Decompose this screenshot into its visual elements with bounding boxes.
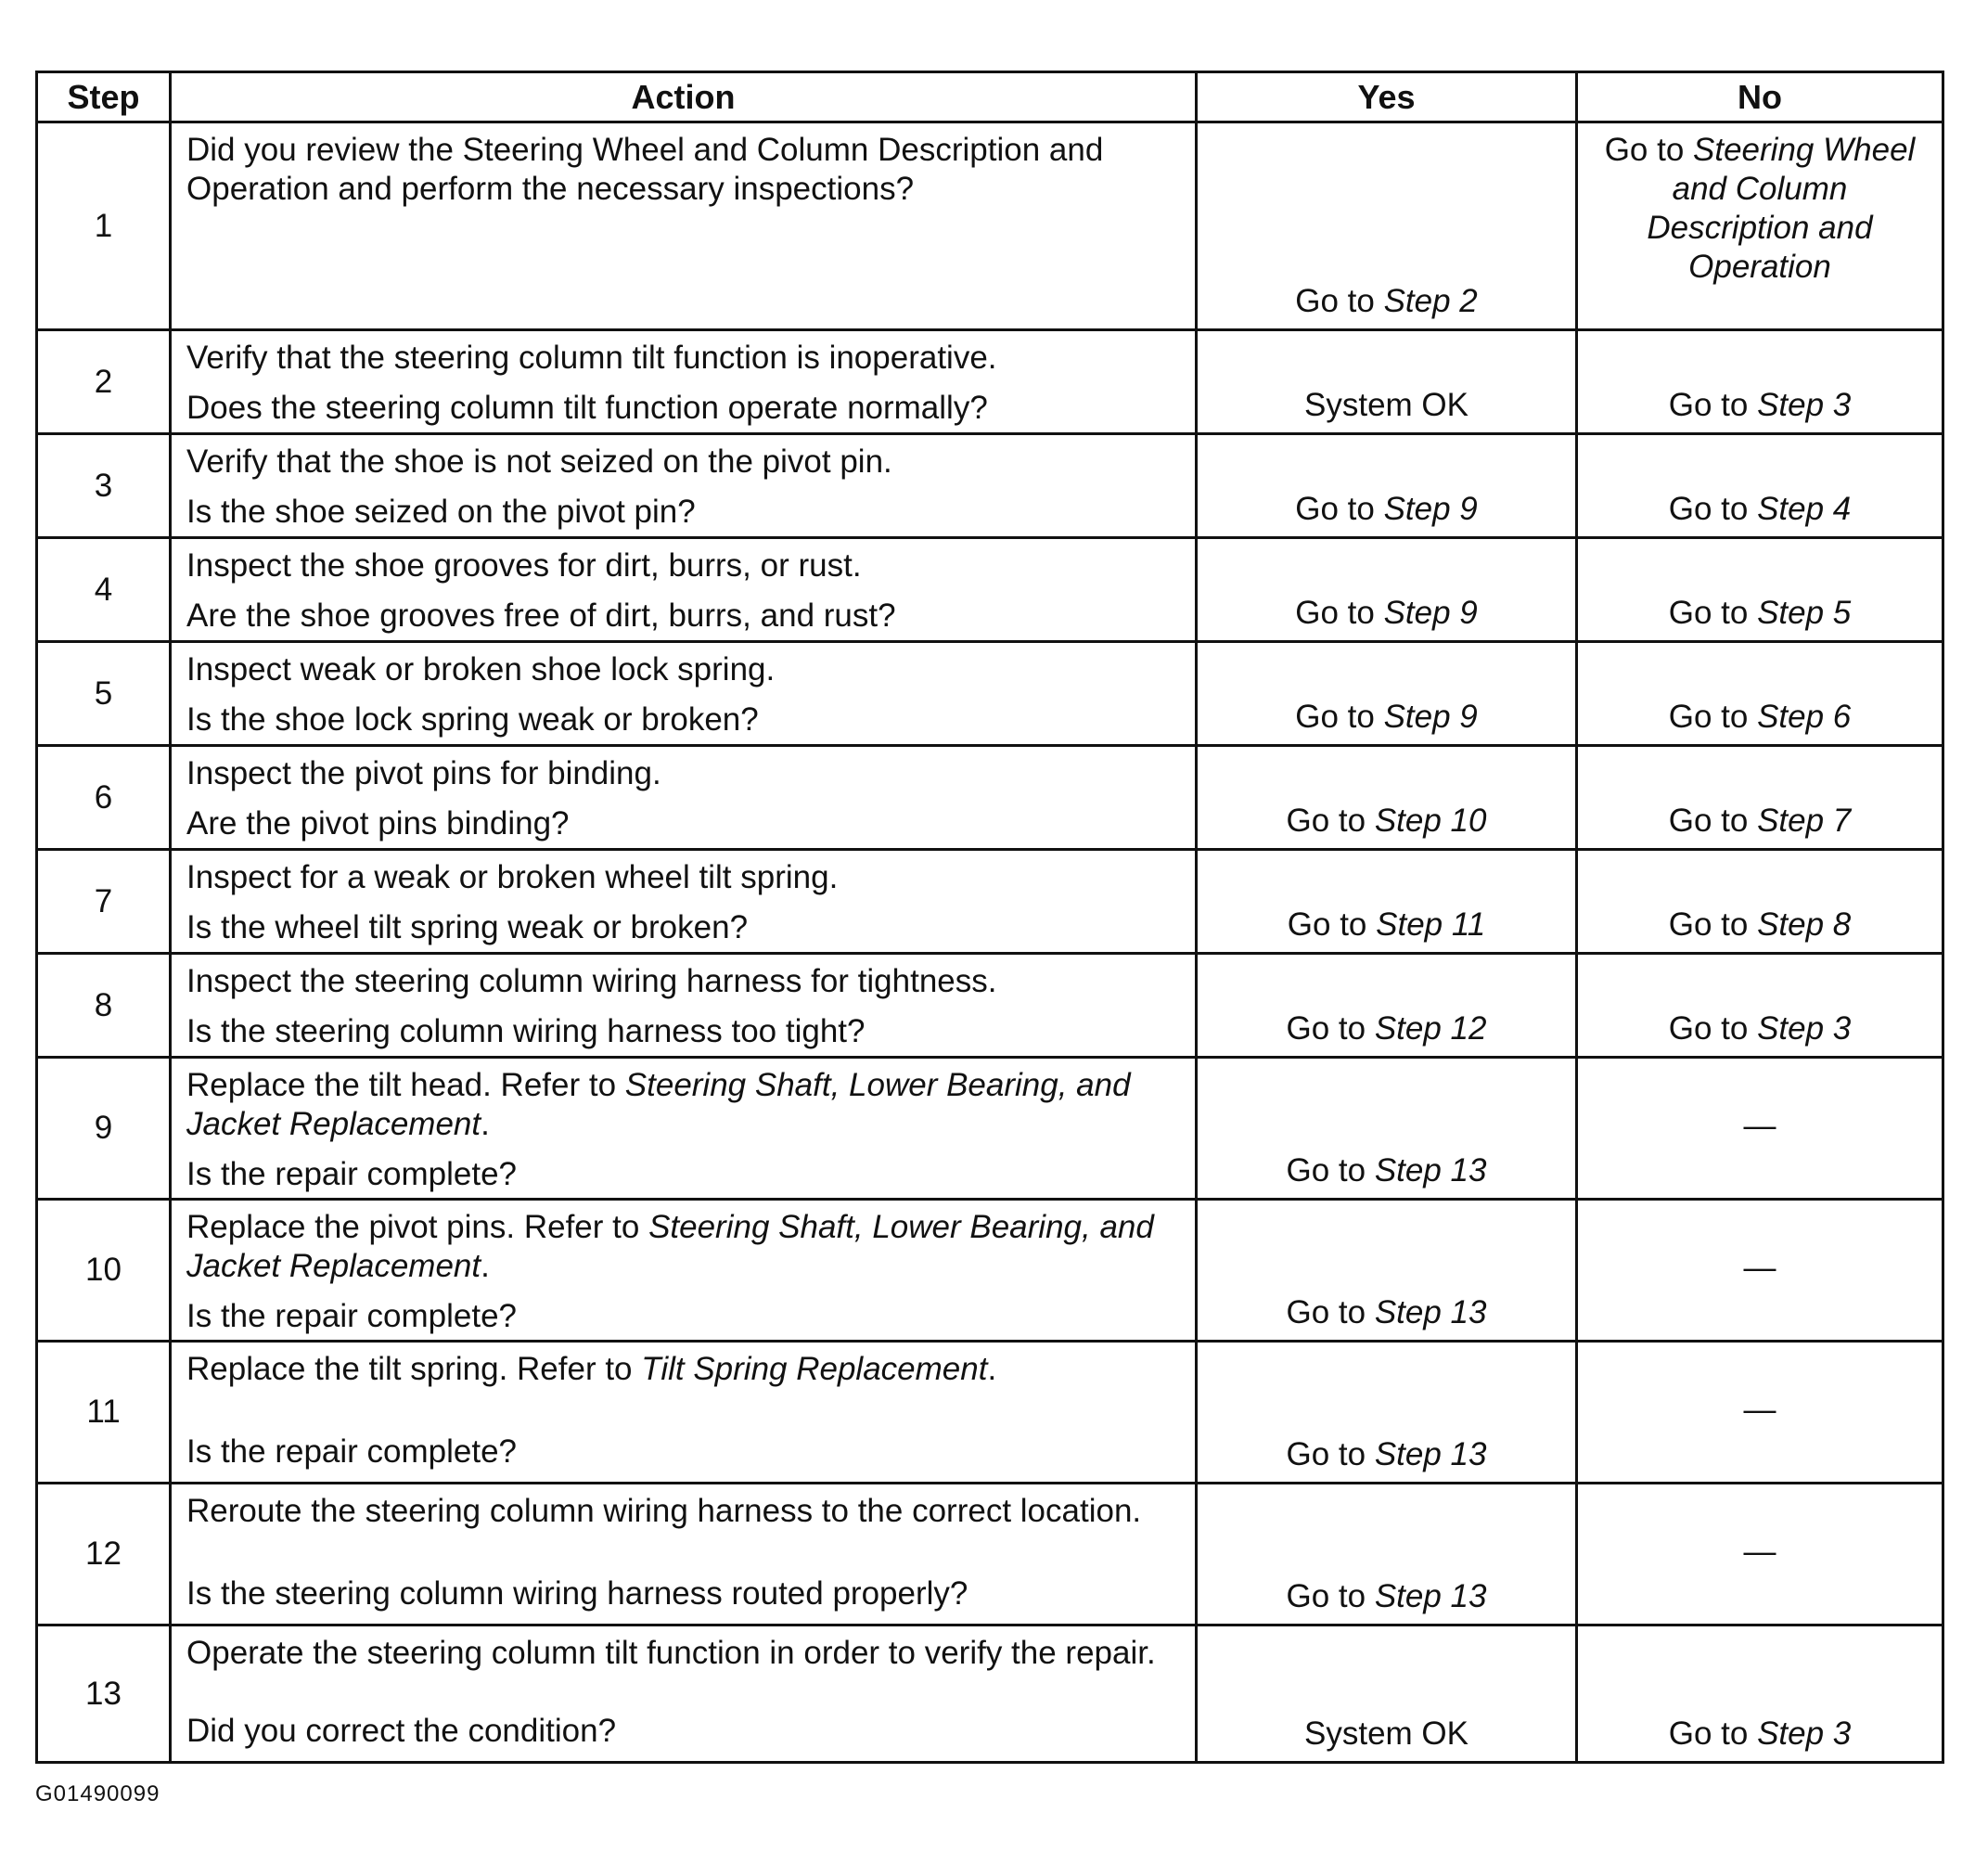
reference-text: Step 3 — [1757, 1010, 1852, 1047]
header-step: Step — [37, 72, 171, 122]
reference-text: Step 9 — [1383, 699, 1478, 735]
text-run: Is the wheel tilt spring weak or broken? — [186, 909, 749, 945]
reference-text: Step 3 — [1757, 1715, 1852, 1752]
no-result — [1577, 434, 1943, 538]
text-run: Go to — [1295, 595, 1384, 631]
reference-text: Step 10 — [1374, 803, 1487, 839]
yes-result — [1197, 642, 1577, 746]
action-question — [186, 700, 1180, 739]
header-yes: Yes — [1197, 72, 1577, 122]
text-run: Inspect the steering column wiring harness for tightness. — [186, 963, 997, 999]
text-run: Verify that the steering column tilt function is inoperative. — [186, 340, 997, 376]
step-number: 13 — [37, 1625, 171, 1763]
reference-text: Step 9 — [1383, 595, 1478, 631]
step-number: 6 — [37, 746, 171, 850]
table-body — [37, 122, 1943, 1763]
text-run: Is the repair complete? — [186, 1156, 518, 1192]
table-row — [37, 1342, 1943, 1484]
text-run: Go to — [1668, 595, 1758, 631]
table-row — [37, 1200, 1943, 1342]
yes-result — [1197, 434, 1577, 538]
reference-text: Step 7 — [1757, 803, 1852, 839]
text-run: Did you review the Steering Wheel and Column Description and Operation and perform the necessary inspections? — [186, 132, 1104, 207]
action-cell — [171, 1342, 1197, 1484]
step-number: 3 — [37, 434, 171, 538]
action-question — [186, 1012, 1180, 1051]
action-instruction — [186, 858, 1180, 897]
action-instruction — [186, 962, 1180, 1001]
table-row — [37, 538, 1943, 642]
reference-text: Steering Wheel and Column Description and Operation — [1647, 132, 1916, 285]
action-instruction — [186, 1066, 1180, 1144]
text-run: Is the repair complete? — [186, 1298, 518, 1334]
action-cell — [171, 954, 1197, 1058]
text-run: Is the shoe seized on the pivot pin? — [186, 494, 696, 530]
text-run: Reroute the steering column wiring harness to the correct location. — [186, 1493, 1142, 1529]
table-row — [37, 1484, 1943, 1625]
text-run: Go to — [1286, 803, 1375, 839]
action-instruction — [186, 546, 1180, 585]
yes-result — [1197, 122, 1577, 330]
action-instruction — [186, 1634, 1180, 1673]
action-instruction — [186, 443, 1180, 482]
reference-text: Step 12 — [1374, 1010, 1487, 1047]
text-run: Is the steering column wiring harness routed properly? — [186, 1575, 968, 1612]
no-result — [1577, 642, 1943, 746]
reference-text: Step 9 — [1383, 491, 1478, 527]
step-number: 2 — [37, 330, 171, 434]
text-run: Go to — [1604, 132, 1694, 168]
text-run: Operate the steering column tilt function in order to verify the repair. — [186, 1635, 1156, 1671]
text-run: Go to — [1286, 1010, 1375, 1047]
text-run: Replace the tilt spring. Refer to — [186, 1351, 642, 1387]
no-result — [1577, 330, 1943, 434]
text-run: Did you correct the condition? — [186, 1713, 617, 1749]
text-run: — — [1743, 1534, 1776, 1570]
table-row — [37, 746, 1943, 850]
table-row — [37, 434, 1943, 538]
action-cell — [171, 642, 1197, 746]
text-run: Go to — [1668, 699, 1758, 735]
action-cell — [171, 1058, 1197, 1200]
no-result — [1577, 1058, 1943, 1200]
header-no: No — [1577, 72, 1943, 122]
text-run: — — [1743, 1108, 1776, 1144]
text-run: Is the steering column wiring harness too tight? — [186, 1013, 866, 1049]
action-cell — [171, 746, 1197, 850]
text-run: System OK — [1304, 387, 1468, 423]
step-number: 9 — [37, 1058, 171, 1200]
text-run: Inspect weak or broken shoe lock spring. — [186, 651, 776, 687]
action-cell — [171, 1484, 1197, 1625]
table-row — [37, 850, 1943, 954]
action-question — [186, 1155, 1180, 1194]
reference-text: Step 2 — [1383, 283, 1478, 319]
table-row — [37, 122, 1943, 330]
action-instruction — [186, 1492, 1180, 1531]
action-instruction — [186, 650, 1180, 689]
text-run: Go to — [1668, 491, 1758, 527]
action-instruction — [186, 754, 1180, 793]
text-run: Inspect the pivot pins for binding. — [186, 755, 661, 791]
text-run: . — [481, 1248, 490, 1284]
text-run: Is the repair complete? — [186, 1433, 518, 1470]
text-run: Go to — [1295, 699, 1384, 735]
action-question — [186, 908, 1180, 947]
yes-result — [1197, 538, 1577, 642]
step-number: 10 — [37, 1200, 171, 1342]
reference-text: Tilt Spring Replacement — [641, 1351, 988, 1387]
text-run: Go to — [1668, 1715, 1758, 1752]
yes-result — [1197, 1484, 1577, 1625]
table-row — [37, 1058, 1943, 1200]
yes-result — [1197, 1342, 1577, 1484]
text-run: — — [1743, 1392, 1776, 1428]
text-run: Go to — [1668, 906, 1758, 943]
yes-result — [1197, 1200, 1577, 1342]
action-question — [186, 493, 1180, 532]
step-number: 1 — [37, 122, 171, 330]
text-run: Does the steering column tilt function operate normally? — [186, 390, 988, 426]
no-result — [1577, 122, 1943, 330]
action-cell — [171, 538, 1197, 642]
reference-text: Step 13 — [1374, 1578, 1487, 1614]
reference-text: Step 13 — [1374, 1436, 1487, 1472]
text-run: Go to — [1668, 803, 1758, 839]
text-run: Are the pivot pins binding? — [186, 805, 570, 842]
reference-text: Step 6 — [1757, 699, 1852, 735]
reference-text: Steering Shaft, Lower Bearing, and Jacket Replacement — [186, 1209, 1154, 1284]
table-row — [37, 330, 1943, 434]
text-run: System OK — [1304, 1715, 1468, 1752]
action-question — [186, 1433, 1180, 1471]
no-result — [1577, 954, 1943, 1058]
action-cell — [171, 434, 1197, 538]
step-number: 7 — [37, 850, 171, 954]
action-instruction — [186, 1350, 1180, 1389]
text-run: Replace the tilt head. Refer to — [186, 1067, 625, 1103]
step-number: 4 — [37, 538, 171, 642]
action-cell — [171, 330, 1197, 434]
reference-text: Step 13 — [1374, 1152, 1487, 1189]
diagnostic-table — [35, 71, 1944, 1764]
header-action: Action — [171, 72, 1197, 122]
action-instruction — [186, 131, 1180, 209]
text-run: Inspect the shoe grooves for dirt, burrs, or rust. — [186, 547, 862, 584]
text-run: Is the shoe lock spring weak or broken? — [186, 701, 759, 738]
reference-text: Step 8 — [1757, 906, 1852, 943]
action-instruction — [186, 339, 1180, 378]
figure-id: G01490099 — [35, 1781, 160, 1806]
text-run: Replace the pivot pins. Refer to — [186, 1209, 649, 1245]
action-cell — [171, 1200, 1197, 1342]
yes-result — [1197, 954, 1577, 1058]
text-run: Go to — [1287, 906, 1377, 943]
action-question — [186, 804, 1180, 843]
no-result — [1577, 850, 1943, 954]
reference-text: Step 4 — [1757, 491, 1852, 527]
text-run: Go to — [1668, 387, 1758, 423]
table-row — [37, 954, 1943, 1058]
reference-text: Step 3 — [1757, 387, 1852, 423]
reference-text: Step 11 — [1376, 906, 1486, 943]
reference-text: Step 5 — [1757, 595, 1852, 631]
text-run: Go to — [1295, 283, 1384, 319]
yes-result — [1197, 850, 1577, 954]
text-run: Go to — [1286, 1294, 1375, 1330]
action-cell — [171, 122, 1197, 330]
text-run: Inspect for a weak or broken wheel tilt spring. — [186, 859, 839, 895]
text-run: Verify that the shoe is not seized on the pivot pin. — [186, 443, 892, 480]
action-question — [186, 1297, 1180, 1336]
step-number: 8 — [37, 954, 171, 1058]
step-number: 12 — [37, 1484, 171, 1625]
table-row — [37, 642, 1943, 746]
yes-result — [1197, 1058, 1577, 1200]
step-number: 5 — [37, 642, 171, 746]
action-question — [186, 1574, 1180, 1613]
no-result — [1577, 746, 1943, 850]
text-run: . — [987, 1351, 997, 1387]
text-run: Are the shoe grooves free of dirt, burrs, and rust? — [186, 597, 896, 634]
reference-text: Steering Shaft, Lower Bearing, and Jacket Replacement — [186, 1067, 1131, 1142]
text-run: Go to — [1286, 1152, 1375, 1189]
action-cell — [171, 1625, 1197, 1763]
no-result — [1577, 538, 1943, 642]
reference-text: Step 13 — [1374, 1294, 1487, 1330]
action-instruction — [186, 1208, 1180, 1286]
text-run: . — [481, 1106, 490, 1142]
text-run: Go to — [1286, 1436, 1375, 1472]
no-result — [1577, 1342, 1943, 1484]
text-run: Go to — [1668, 1010, 1758, 1047]
action-question — [186, 597, 1180, 636]
action-question — [186, 389, 1180, 428]
yes-result — [1197, 330, 1577, 434]
action-question — [186, 1712, 1180, 1751]
step-number: 11 — [37, 1342, 171, 1484]
no-result — [1577, 1625, 1943, 1763]
yes-result — [1197, 1625, 1577, 1763]
no-result — [1577, 1200, 1943, 1342]
table-header-row — [37, 72, 1943, 122]
action-cell — [171, 850, 1197, 954]
text-run: Go to — [1295, 491, 1384, 527]
no-result — [1577, 1484, 1943, 1625]
text-run: — — [1743, 1250, 1776, 1286]
text-run: Go to — [1286, 1578, 1375, 1614]
table-row — [37, 1625, 1943, 1763]
yes-result — [1197, 746, 1577, 850]
